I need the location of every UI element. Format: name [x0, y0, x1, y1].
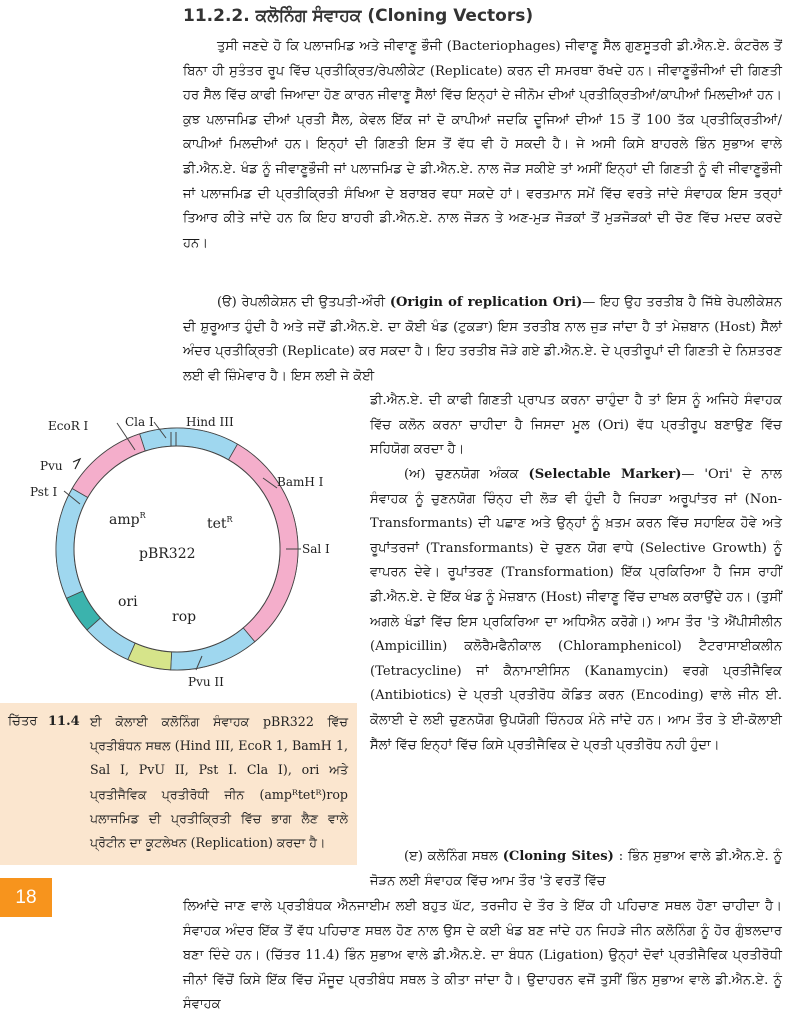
pvu1-label: Pvu	[40, 459, 63, 473]
caption-number: 11.4	[48, 714, 80, 729]
sites-term: (Cloning Sites)	[502, 849, 614, 864]
ori-term: (Origin of replication Ori)	[389, 295, 583, 310]
sites-body: : ਭਿੰਨ ਸੁਭਾਅ ਵਾਲੇ ਡੀ.ਐਨ.ਏ. ਨੂੰ ਜੋੜਨ ਲਈ ਸੰਵਾਹਕ ਵਿੱਚ ਆਮ ਤੌਰ 'ਤੇ ਵਰਤੋਂ ਵਿੱਚ	[370, 849, 782, 889]
rop-label: rop	[172, 609, 197, 625]
page-number-badge: 18	[0, 878, 52, 917]
caption-text: ਈ ਕੋਲਾਈ ਕਲੋਨਿੰਗ ਸੰਵਾਹਕ pBR322 ਵਿੱਚ ਪ੍ਰਤੀਬੰਧਨ ਸਥਲ (Hind III, EcoR 1, BamH 1, Sal I, PvU II, Pst I. Cla I), ori ਅਤੇ ਪ੍ਰਤੀਜੈਵਿਕ ਪ੍ਰਤੀਰੋਧੀ ਜੀਨ (ampᴿtetᴿ)rop ਪਲਾਜਮਿਡ ਦੀ ਪ੍ਰਤੀਕ੍ਰਿਤੀ ਵਿੱਚ ਭਾਗ ਲੈਣ ਵਾਲੇ ਪ੍ਰੋਟੀਨ ਦਾ ਕੂਟਲੇਖਨ (Replication) ਕਰਦਾ ਹੈ।	[90, 714, 348, 851]
plasmid-name-label: pBR322	[139, 546, 196, 562]
marker-prefix: (ਅ) ਚੁਣਨਯੋਗ ਅੰਕਕ	[404, 467, 519, 482]
ecor1-label: EcoR I	[48, 419, 89, 433]
sites-prefix: (ੲ) ਕਲੋਨਿੰਗ ਸਥਲ	[404, 849, 498, 864]
pbr322-plasmid-diagram	[30, 408, 360, 690]
ori-label: ori	[118, 594, 138, 610]
section-title: 11.2.2. ਕਲੋਨਿੰਗ ਸੰਵਾਹਕ (Cloning Vectors)	[183, 6, 534, 26]
bamh1-label: BamH I	[277, 475, 324, 489]
marker-term: (Selectable Marker)	[528, 467, 682, 482]
tet-gene-label: tet$^R$	[207, 515, 233, 532]
amp-gene-label: amp$^R$	[109, 511, 146, 528]
marker-paragraph	[370, 463, 782, 758]
ori-paragraph	[183, 291, 782, 389]
marker-body: — 'Ori' ਦੇ ਨਾਲ ਸੰਵਾਹਕ ਨੂੰ ਚੁਣਨਯੋਗ ਚਿੰਨ੍ਹ ਦੀ ਲੋੜ ਵੀ ਹੁੰਦੀ ਹੈ ਜਿਹੜਾ ਅਰੂਪਾਂਤਰ ਜਾਂ (Non-Transformants) ਦੀ ਪਛਾਣ ਅਤੇ ਉਨ੍ਹਾਂ ਨੂੰ ਖ਼ਤਮ ਕਰਨ ਵਿੱਚ ਸਹਾਇਕ ਹੋਵੇ ਅਤੇ ਰੂਪਾਂਤਰਜਾਂ (Transformants) ਦੇ ਚੁਣਨ ਯੋਗ ਵਾਧੇ (Selective Growth) ਨੂੰ ਵਾਪਰਨ ਦੇਵੇ। ਰੂਪਾਂਤਰਣ (Transformation) ਇੱਕ ਪ੍ਰਕਿਰਿਆ ਹੈ ਜਿਸ ਰਾਹੀਂ ਡੀ.ਐਨ.ਏ. ਦੇ ਇੱਕ ਖੰਡ ਨੂੰ ਮੇਜ਼ਬਾਨ (Host) ਜੀਵਾਣੂ ਵਿੱਚ ਦਾਖਲ ਕਰਾਉਂਦੇ ਹਨ। (ਤੁਸੀਂ ਅਗਲੇ ਖੰਡਾਂ ਵਿੱਚ ਇਸ ਪ੍ਰਕਿਰਿਆ ਦਾ ਅਧਿਐਨ ਕਰੋਗੇ।) ਆਮ ਤੌਰ 'ਤੇ ਐਂਪੀਸੀਲੀਨ (Ampicillin) ਕਲੋਰੈਮਫੈਨੀਕਾਲ (Chloramphenicol) ਟੈਟਰਾਸਾਈਕਲੀਨ (Tetracycline) ਜਾਂ ਕੈਨਾਮਾਈਸਿਨ (Kanamycin) ਵਰਗੇ ਪ੍ਰਤੀਜੈਵਿਕ (Antibiotics) ਦੇ ਪ੍ਰਤੀ ਪ੍ਰਤੀਰੋਧ ਕੋਡਿਤ ਕਰਨ (Encoding) ਵਾਲੇ ਜੀਨ ਈ. ਕੋਲਾਈ ਦੇ ਲਈ ਚੁਣਨਯੋਗ ਉਪਯੋਗੀ ਚਿੰਨਹਕ ਮੰਨੇ ਜਾਂਦੇ ਹਨ। ਆਮ ਤੌਰ ਤੇ ਈ-ਕੋਲਾਈ ਸੈੱਲਾਂ ਵਿੱਚ ਇਨ੍ਹਾਂ ਵਿੱਚ ਕਿਸੇ ਪ੍ਰਤੀਜੈਵਿਕ ਦੇ ਪ੍ਰਤੀ ਪ੍ਰਤੀਰੋਧ ਨਹੀ ਹੁੰਦਾ।	[370, 467, 782, 753]
cla1-label: Cla I	[125, 415, 154, 429]
pvu2-label: Pvu II	[188, 675, 224, 689]
sal1-label: Sal I	[302, 542, 330, 556]
pst1-label: Pst I	[30, 485, 58, 499]
sites-paragraph-continued: ਲਿਆਂਦੇ ਜਾਣ ਵਾਲੇ ਪ੍ਰਤੀਬੰਧਕ ਐਨਜਾਈਮ ਲਈ ਬਹੁਤ ਘੱਟ, ਤਰਜੀਹ ਦੇ ਤੌਰ ਤੇ ਇੱਕ ਹੀ ਪਹਿਚਾਣ ਸਥਲ ਹੋਣਾ ਚਾਹੀਦਾ ਹੈ। ਸੰਵਾਹਕ ਅੰਦਰ ਇੱਕ ਤੋਂ ਵੱਧ ਪਹਿਚਾਣ ਸਥਲ ਹੋਣ ਨਾਲ ਉਸ ਦੇ ਕਈ ਖੰਡ ਬਣ ਜਾਂਦੇ ਹਨ ਜਿਹੜੇ ਜੀਨ ਕਲੋਨਿੰਗ ਨੂੰ ਹੋਰ ਗੁੰਝਲਦਾਰ ਬਣਾ ਦਿੰਦੇ ਹਨ। (ਚਿੱਤਰ 11.4) ਭਿੰਨ ਸੁਭਾਅ ਵਾਲੇ ਡੀ.ਐਨ.ਏ. ਦਾ ਬੰਧਨ (Ligation) ਉਨ੍ਹਾਂ ਦੋਵਾਂ ਪ੍ਰਤੀਜੈਵਿਕ ਪ੍ਰਤੀਰੋਧੀ ਜੀਨਾਂ ਵਿੱਚੋਂ ਕਿਸੇ ਇੱਕ ਵਿੱਚ ਮੌਜੂਦ ਪ੍ਰਤੀਬੰਧ ਸਥਲ ਤੇ ਕੀਤਾ ਜਾਂਦਾ ਹੈ। ਉਦਾਹਰਨ ਵਜੋਂ ਤੁਸੀਂ ਭਿੰਨ ਸੁਭਾਅ ਵਾਲੇ ਡੀ.ਐਨ.ਏ. ਨੂੰ ਸੰਵਾਹਕ	[183, 899, 782, 1013]
pvu1-mark-icon	[73, 459, 80, 469]
ori-paragraph-continued: ਡੀ.ਐਨ.ਏ. ਦੀ ਕਾਫੀ ਗਿਣਤੀ ਪ੍ਰਾਪਤ ਕਰਨਾ ਚਾਹੁੰਦਾ ਹੈ ਤਾਂ ਇਸ ਨੂੰ ਅਜਿਹੇ ਸੰਵਾਹਕ ਵਿੱਚ ਕਲੋਨ ਕਰਨਾ ਚਾਹੀਦਾ ਹੈ ਜਿਸਦਾ ਮੂਲ (Ori) ਵੱਧ ਪ੍ਰਤੀਰੂਪ ਬਣਾਉਣ ਵਿੱਚ ਸਹਿਯੋਗ ਕਰਦਾ ਹੈ।	[370, 393, 782, 458]
hind3-label: Hind III	[186, 415, 234, 429]
sites-paragraph	[370, 845, 782, 894]
ori-body: — ਇਹ ਉਹ ਤਰਤੀਬ ਹੈ ਜਿੱਥੇ ਰੇਪਲੀਕੇਸ਼ਨ ਦੀ ਸ਼ੁਰੂਆਤ ਹੁੰਦੀ ਹੈ ਅਤੇ ਜਦੋਂ ਡੀ.ਐਨ.ਏ. ਦਾ ਕੋਈ ਖੰਡ (ਟੁਕੜਾ) ਇਸ ਤਰਤੀਬ ਨਾਲ ਜੁੜ ਜਾਂਦਾ ਹੈ ਤਾਂ ਮੇਜ਼ਬਾਨ (Host) ਸੈੱਲਾਂ ਅੰਦਰ ਪ੍ਰਤੀਕ੍ਰਿਤੀ (Replicate) ਕਰ ਸਕਦਾ ਹੈ। ਇਹ ਤਰਤੀਬ ਜੋੜੇ ਗਏ ਡੀ.ਐਨ.ਏ. ਦੇ ਪ੍ਰਤੀਰੂਪਾਂ ਦੀ ਗਿਣਤੀ ਦੇ ਨਿਸ਼ਤਰਣ ਲਈ ਵੀ ਜ਼ਿੰਮੇਵਾਰ ਹੈ। ਇਸ ਲਈ ਜੇ ਕੋਈ	[183, 295, 782, 384]
intro-paragraph: ਤੁਸੀ ਜਣਦੇ ਹੋ ਕਿ ਪਲਾਜਮਿਡ ਅਤੇ ਜੀਵਾਣੂ ਭੌਜੀ (Bacteriophages) ਜੀਵਾਣੂ ਸੈੱਲ ਗੁਣਸੂਤਰੀ ਡੀ.ਐਨ.ਏ. ਕੰਟਰੋਲ ਤੋਂ ਬਿਨਾ ਹੀ ਸੁਤੰਤਰ ਰੂਪ ਵਿੱਚ ਪ੍ਰਤੀਕ੍ਰਿਤ/ਰੇਪਲੀਕੇਟ (Replicate) ਕਰਨ ਦੀ ਸਮਰਥਾ ਰੱਖਦੇ ਹਨ। ਜੀਵਾਣੂਭੌਜੀਆਂ ਦੀ ਗਿਣਤੀ ਹਰ ਸੈੱਲ ਵਿੱਚ ਕਾਫੀ ਜਿਆਦਾ ਹੋਣ ਕਾਰਨ ਜੀਵਾਣੂ ਸੈੱਲਾਂ ਵਿੱਚ ਇਨ੍ਹਾਂ ਦੇ ਜੀਨੋਮ ਦੀਆਂ ਪ੍ਰਤੀਕ੍ਰਿਤੀਆਂ/ਕਾਪੀਆਂ ਮਿਲਦੀਆਂ ਹਨ। ਕੁਝ ਪਲਾਜਮਿਡ ਦੀਆਂ ਪ੍ਰਤੀ ਸੈੱਲ, ਕੇਵਲ ਇੱਕ ਜਾਂ ਦੋ ਕਾਪੀਆਂ ਜਦਕਿ ਦੂਜਿਆਂ ਦੀਆਂ 15 ਤੋਂ 100 ਤੱਕ ਪ੍ਰਤੀਕ੍ਰਿਤੀਆਂ/ ਕਾਪੀਆਂ ਮਿਲਦੀਆਂ ਹਨ। ਇਨ੍ਹਾਂ ਦੀ ਗਿਣਤੀ ਇਸ ਤੋਂ ਵੱਧ ਵੀ ਹੋ ਸਕਦੀ ਹੈ। ਜੇ ਅਸੀ ਕਿਸੇ ਬਾਹਰਲੇ ਭਿੰਨ ਸੁਭਾਅ ਵਾਲੇ ਡੀ.ਐਨ.ਏ. ਖੰਡ ਨੂੰ ਜੀਵਾਣੂਭੌਜੀ ਜਾਂ ਪਲਾਜਮਿਡ ਦੇ ਡੀ.ਐਨ.ਏ. ਨਾਲ ਜੋੜ ਸਕੀਏ ਤਾਂ ਅਸੀਂ ਇਨ੍ਹਾਂ ਦੀ ਗਿਣਤੀ ਨੂੰ ਵੀ ਜੀਵਾਣੂਭੌਜੀ ਜਾਂ ਪਲਾਜਮਿਡ ਦੀ ਪ੍ਰਤੀਕ੍ਰਿਤੀ ਸੰਖਿਆ ਦੇ ਬਰਾਬਰ ਵਧਾ ਸਕਦੇ ਹਾਂ। ਵਰਤਮਾਨ ਸਮੇਂ ਵਿੱਚ ਵਰਤੇ ਜਾਂਦੇ ਸੰਵਾਹਕ ਇਸ ਤਰ੍ਹਾਂ ਤਿਆਰ ਕੀਤੇ ਜਾਂਦੇ ਹਨ ਕਿ ਇਹ ਬਾਹਰੀ ਡੀ.ਐਨ.ਏ. ਨਾਲ ਜੋੜਨ ਤੇ ਅਣ-ਮੁੜ ਜੋੜਕਾਂ ਤੋਂ ਮੁੜਜੋੜਕਾਂ ਦੀ ਚੋਣ ਵਿੱਚ ਮਦਦ ਕਰਦੇ ਹਨ।	[183, 39, 782, 251]
ori-prefix: (ੳ) ਰੇਪਲੀਕੇਸ਼ਨ ਦੀ ਉਤਪਤੀ-ਔਰੀ	[217, 295, 386, 310]
caption-label: ਚਿੱਤਰ	[8, 714, 38, 729]
